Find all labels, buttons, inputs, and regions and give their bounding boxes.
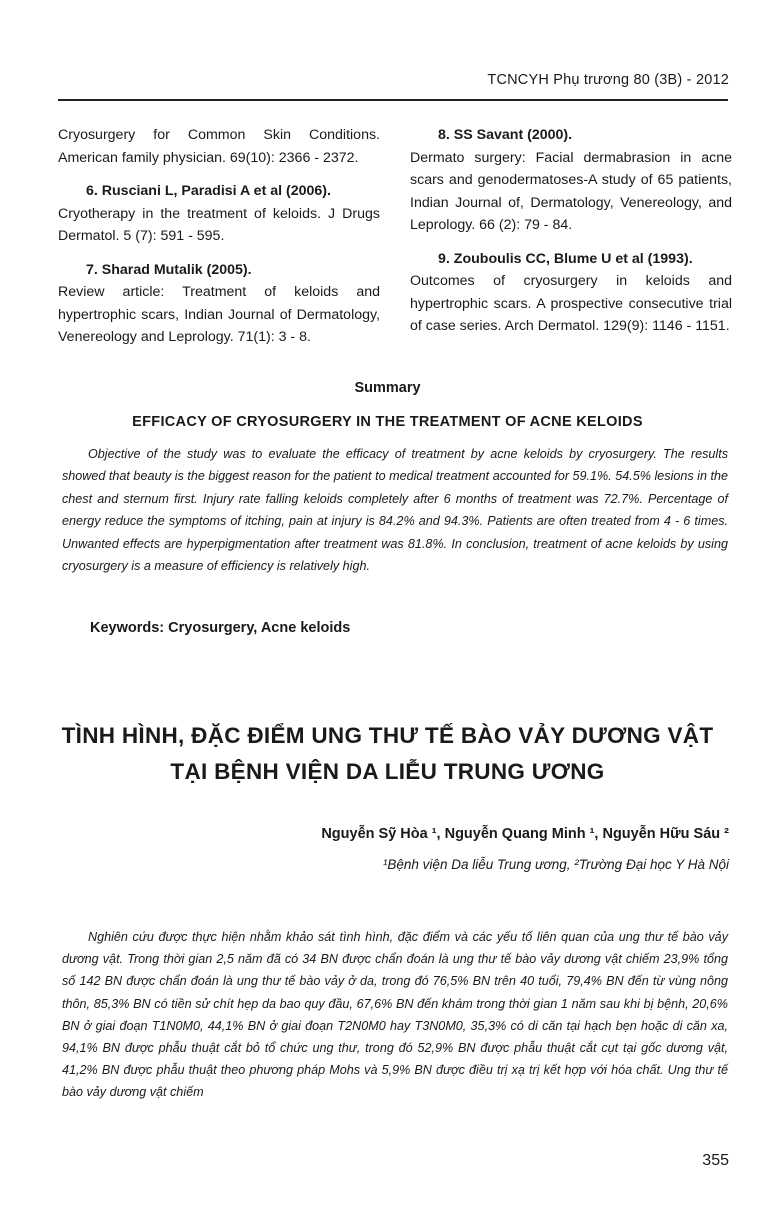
reference-item [58, 180, 380, 248]
article-authors: Nguyễn Sỹ Hòa ¹, Nguyễn Quang Minh ¹, Nguyễn Hữu Sáu ² [321, 826, 729, 842]
summary-heading: Summary [354, 380, 421, 396]
article-affiliations: ¹Bệnh viện Da liễu Trung ương, ²Trường Đại học Y Hà Nội [382, 857, 729, 872]
header-rule [58, 99, 728, 101]
reference-body: Dermato surgery: Facial dermabrasion in acne scars and genodermatoses-A study of 65 patients, Indian Journal of, Dermatology, Venereology, and Leprology. 66 (2): 79 - 84. [410, 149, 732, 233]
article-abstract: Nghiên cứu được thực hiện nhằm khảo sát tình hình, đặc điểm và các yếu tố liên quan của ung thư tế bào vảy dương vật. Trong thời gian 2,5 năm đã có 34 BN được chẩn đoán là ung thư tế bào vảy dương vật chiếm 23,9% tổng số 142 BN được chẩn đoán là ung thư tế bào vảy ở da, trong đó 76,5% BN trên 40 tuổi, 79,4% BN đến từ vùng nông thôn, 85,3% BN có tiền sử chít hẹp da bao quy đầu, 67,6% BN đến khám trong thời gian 1 năm sau khi bị bệnh, 20,6% BN ở giai đoạn T1N0M0, 44,1% BN ở giai đoạn T2N0M0 hay T3N0M0, 35,3% có di căn tại hạch bẹn hoặc di căn xa, 94,1% BN được phẫu thuật cắt bỏ tổ chức ung thư, trong đó 52,9% BN được phẫu thuật cắt cụt tại gốc dương vật, 41,2% BN được phẫu thuật theo phương pháp Mohs và 5,9% BN được điều trị xạ trị kết hợp với hóa chất. Ung thư tế bào vảy dương vật chiếm [62, 930, 728, 1100]
article-title [0, 718, 775, 790]
reference-body: Review article: Treatment of keloids and hypertrophic scars, Indian Journal of Dermatology, Venereology and Leprology. 71(1): 3 - 8. [58, 284, 380, 345]
references-left-column [58, 124, 380, 360]
references-right-column [410, 124, 732, 349]
reference-head: 7. Sharad Mutalik (2005). [86, 261, 252, 278]
reference-item [58, 124, 380, 169]
keywords: Keywords: Cryosurgery, Acne keloids [90, 620, 351, 636]
page-number: 355 [702, 1152, 729, 1169]
reference-body: Outcomes of cryosurgery in keloids and hypertrophic scars. A prospective consecutive trial of case series. Arch Dermatol. 129(9): 1146 - 1151. [410, 273, 732, 334]
article-title-line: TÌNH HÌNH, ĐẶC ĐIỂM UNG THƯ TẾ BÀO VẢY DƯƠNG VẬT [61, 723, 714, 748]
reference-item [58, 259, 380, 349]
reference-head: 8. SS Savant (2000). [438, 127, 573, 143]
summary-body: Objective of the study was to evaluate the efficacy of treatment by acne keloids by cryosurgery. The results showed that beauty is the biggest reason for the patient to medical treatment accounted for 59.1%. 54.5% lesions in the chest and sternum first. Injury rate falling keloids completely after 6 months of treatment was 72.7%. Percentage of energy reduce the symptoms of itching, pain at injury is 84.2% and 94.3%. Patients are often treated from 4 - 6 times. Unwanted effects are hyperpigmentation after treatment was 81.8%. In conclusion, treatment of acne keloids by using cryosurgery is a measure of efficiency is relatively high. [62, 447, 728, 574]
reference-body: Cryosurgery for Common Skin Conditions. American family physician. 69(10): 2366 - 2372. [58, 127, 380, 166]
summary-title: EFFICACY OF CRYOSURGERY IN THE TREATMENT OF ACNE KELOIDS [132, 414, 643, 430]
article-title-line: TẠI BỆNH VIỆN DA LIỄU TRUNG ƯƠNG [170, 759, 605, 784]
reference-item [410, 248, 732, 338]
reference-head: 6. Rusciani L, Paradisi A et al (2006). [86, 183, 331, 199]
journal-header: TCNCYH Phụ trương 80 (3B) - 2012 [487, 72, 729, 88]
reference-head: 9. Zouboulis CC, Blume U et al (1993). [438, 250, 693, 267]
reference-item [410, 124, 732, 237]
reference-body: Cryotherapy in the treatment of keloids. J Drugs Dermatol. 5 (7): 591 - 595. [58, 205, 380, 244]
